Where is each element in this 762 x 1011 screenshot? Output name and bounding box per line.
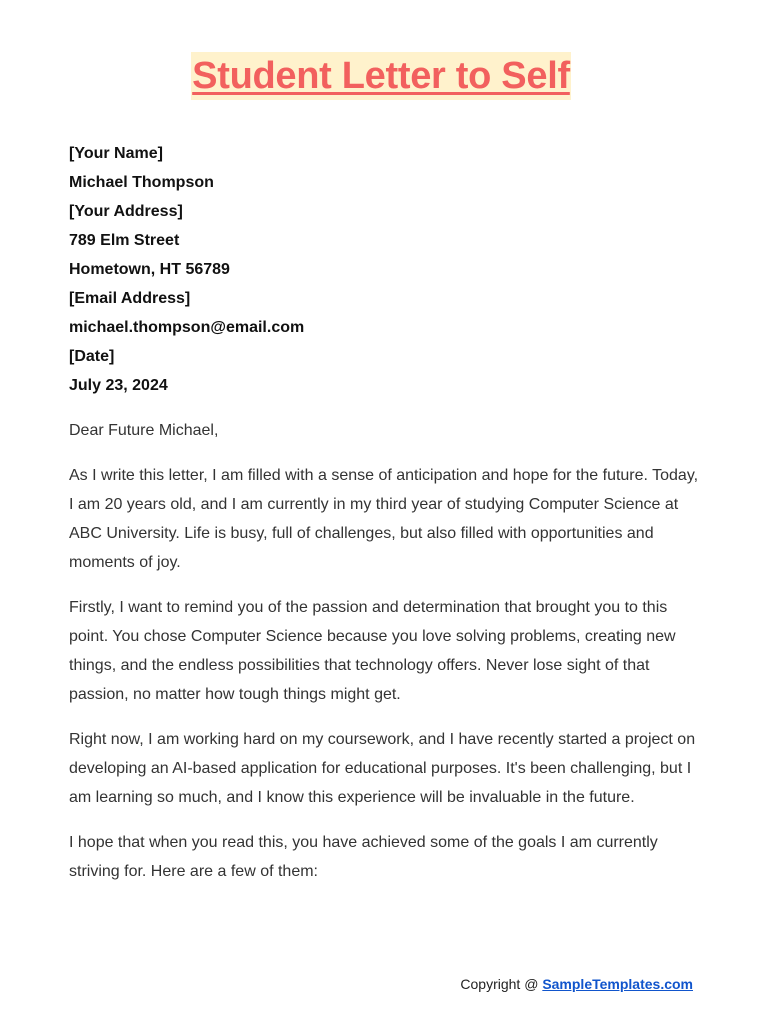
paragraph-current-work: Right now, I am working hard on my coursework, and I have recently started a project on developing an AI-based application for educational purposes. It's been challenging, but I am learning so much, and I know this experience will be invaluable in the future. bbox=[69, 731, 696, 806]
paragraph-passion: Firstly, I want to remind you of the passion and determination that brought you to this point. You chose Computer Science because you love solving problems, creating new things, and the endless possibilities that technology offers. Never lose sight of that passion, no matter how tough things might get. bbox=[69, 599, 676, 703]
sampletemplates-link[interactable]: SampleTemplates.com bbox=[542, 976, 693, 992]
sender-details bbox=[69, 139, 709, 400]
paragraph-goals: I hope that when you read this, you have achieved some of the goals I am currently striving for. Here are a few of them: bbox=[69, 834, 658, 880]
sender-email: michael.thompson@email.com bbox=[69, 319, 305, 336]
sender-city: Hometown, HT 56789 bbox=[69, 261, 230, 278]
sender-name: Michael Thompson bbox=[69, 174, 214, 191]
email-label: [Email Address] bbox=[69, 290, 191, 307]
letter-body bbox=[69, 416, 699, 902]
name-label: [Your Name] bbox=[69, 145, 163, 162]
salutation: Dear Future Michael, bbox=[69, 422, 219, 439]
paragraph-intro: As I write this letter, I am filled with a sense of anticipation and hope for the future. Today, I am 20 years old, and I am currently in my third year of studying Computer Science at ABC University. Life is busy, full of challenges, but also filled with opportunities and moments of joy. bbox=[69, 467, 699, 571]
document-title: Student Letter to Self bbox=[191, 52, 571, 100]
sender-street: 789 Elm Street bbox=[69, 232, 180, 249]
letter-date: July 23, 2024 bbox=[69, 377, 168, 394]
date-label: [Date] bbox=[69, 348, 115, 365]
copyright-text: Copyright @ bbox=[460, 976, 543, 992]
title-container bbox=[0, 52, 762, 100]
address-label: [Your Address] bbox=[69, 203, 183, 220]
copyright-footer bbox=[460, 974, 693, 994]
